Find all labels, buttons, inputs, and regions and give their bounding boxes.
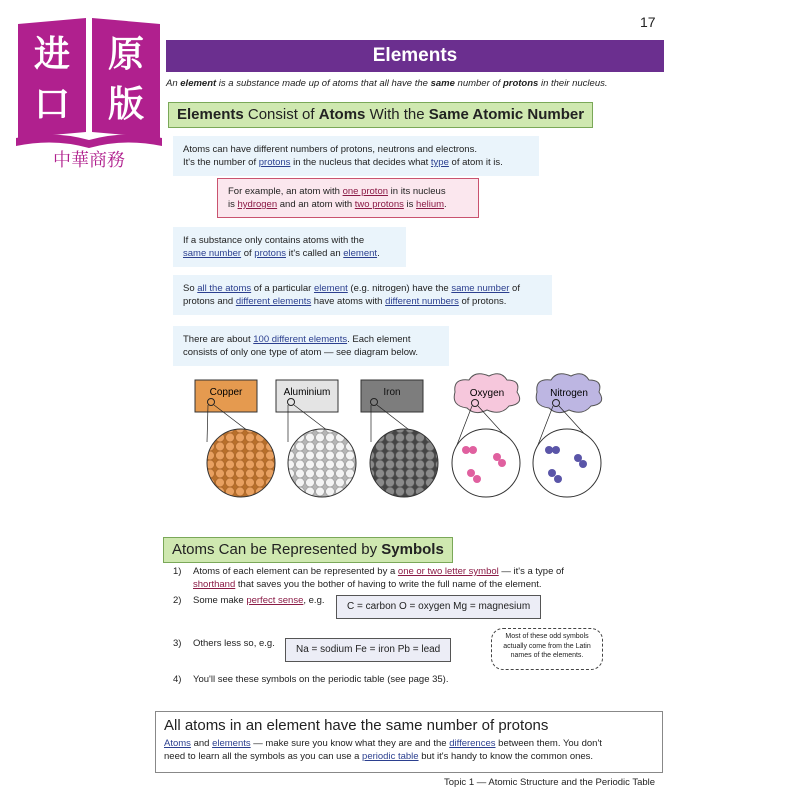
nitrogen-circle [533,429,601,497]
publisher-logo [14,14,164,174]
aluminium-label: Aluminium [283,387,331,398]
section-heading-symbols: Atoms Can be Represented by Symbols [163,537,453,563]
iron-label: Iron [383,387,401,398]
list-item-3: 3) Others less so, e.g. [173,638,275,649]
copper-lattice [207,429,275,497]
nitrogen-label: Nitrogen [550,388,588,399]
copper-group [195,380,275,497]
intro-text: An element is a substance made up of atoms that all have the same number of protons in their nucleus. [166,78,608,89]
example-box-hydrogen: For example, an atom with one proton in its nucleus is hydrogen and an atom with two protons is helium. [217,178,479,218]
logo-char-2: 原 [107,34,145,75]
info-box-atoms: Atoms can have different numbers of protons, neutrons and electrons. It's the number of protons in the nucleus that decides what type of atom it is. [173,136,539,176]
oxygen-label: Oxygen [469,388,505,399]
aluminium-lattice [288,429,356,497]
copper-label: Copper [209,387,243,398]
info-box-same-number: So all the atoms of a particular element (e.g. nitrogen) have the same number of protons and different elements have atoms with different numbers of protons. [173,275,552,315]
list-item-1: 1) Atoms of each element can be represented by a one or two letter symbol — it's a type of shorthand that saves you the bother of having to write the full name of the element. [173,566,564,590]
info-box-100-elements: There are about 100 different elements. Each element consists of only one type of atom — see diagram below. [173,326,449,366]
oxygen-group [452,374,520,497]
summary-title: All atoms in an element have the same number of protons [164,717,549,734]
page-number: 17 [640,14,656,30]
section-heading-elements: Elements Consist of Atoms With the Same Atomic Number [168,102,593,128]
info-box-element-definition: If a substance only contains atoms with the same number of protons it's called an element. [173,227,406,267]
symbols-box-sensible: C = carbon O = oxygen Mg = magnesium [336,595,541,619]
logo-char-4: 版 [107,84,145,125]
logo-char-3: 口 [33,84,71,125]
page-footer: Topic 1 — Atomic Structure and the Periodic Table [444,777,656,788]
logo-company: 中華商務 [53,150,125,171]
list-item-4: 4) You'll see these symbols on the periodic table (see page 35). [173,674,449,685]
page-title: Elements [166,40,664,72]
logo-char-1: 进 [33,34,71,75]
elements-diagram [185,370,615,505]
oxygen-circle [452,429,520,497]
list-item-2: 2) Some make perfect sense, e.g. [173,595,325,606]
side-note: Most of these odd symbols actually come from the Latin names of the elements. [491,628,603,670]
iron-group [361,380,438,497]
iron-lattice [370,429,438,497]
symbols-box-latin: Na = sodium Fe = iron Pb = lead [285,638,451,662]
nitrogen-group [533,374,602,497]
aluminium-group [276,380,356,497]
summary-box [155,711,663,773]
summary-body: Atoms and elements — make sure you know what they are and the differences between them. You don't need to learn all the symbols as you can use a periodic table but it's handy to know the common ones. [164,738,602,762]
